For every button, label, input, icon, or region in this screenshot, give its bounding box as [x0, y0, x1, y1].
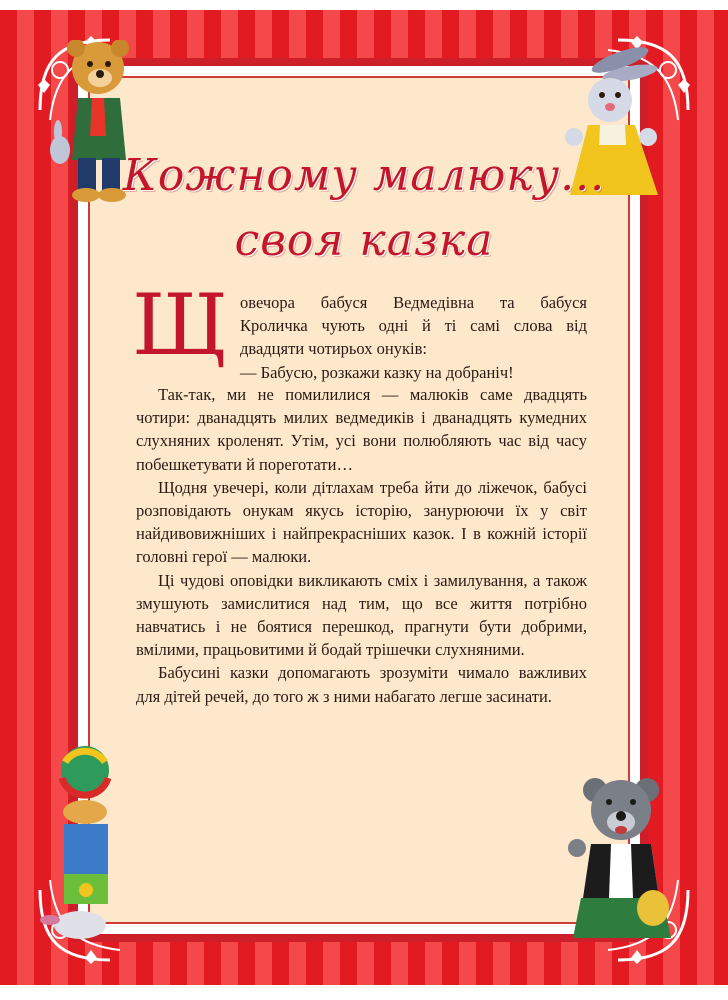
- intro-line: овечора бабуся Ведмедівна та бабуся: [240, 293, 587, 312]
- intro-line: Кроличка чують одні й ті самі слова від: [240, 316, 587, 336]
- intro-line: двадцяти чотирьох онуків:: [240, 339, 427, 359]
- drop-cap: Щ: [132, 276, 222, 374]
- intro-paragraph: [136, 291, 587, 384]
- story-paragraph: Ці чудові оповідки викликають сміх і замилування, а також змушують замислитися над тим, що все життя потрібно навчатись і не боятися перешкод, прагнути бути добрими, вмілими, працьовитими й бодай трішечки слухняними.: [136, 570, 587, 660]
- page-title-line-2: своя казка: [234, 215, 494, 266]
- story-paragraph: Щодня увечері, коли дітлахам треба йти до ліжечок, бабусі розповідають онукам якусь історію, занурюючи їх у світ найдивовижніших і найпрекрасніших казок. І в кожній історії головні герої — малюки.: [136, 477, 587, 567]
- story-paragraph: Бабусині казки допомагають зрозуміти чимало важливих для дітей речей, до того ж з ними набагато легше засинати.: [136, 663, 587, 706]
- acrobat-bunny-with-ball-icon: [30, 740, 140, 950]
- story-paragraph: Так-так, ми не помилилися — малюків саме двадцять чотири: дванадцять милих ведмедиків і дванадцять кумедних слухняних кроленят. Утім, усі вони полюбляють час від часу побешкетувати й пореготати…: [136, 385, 587, 474]
- intro-line: — Бабусю, розкажи казку на добраніч!: [240, 362, 514, 382]
- bear-in-black-vest-icon: [565, 770, 680, 950]
- story-body: [136, 383, 587, 708]
- page-title-line-1: Кожному малюку...: [122, 150, 606, 201]
